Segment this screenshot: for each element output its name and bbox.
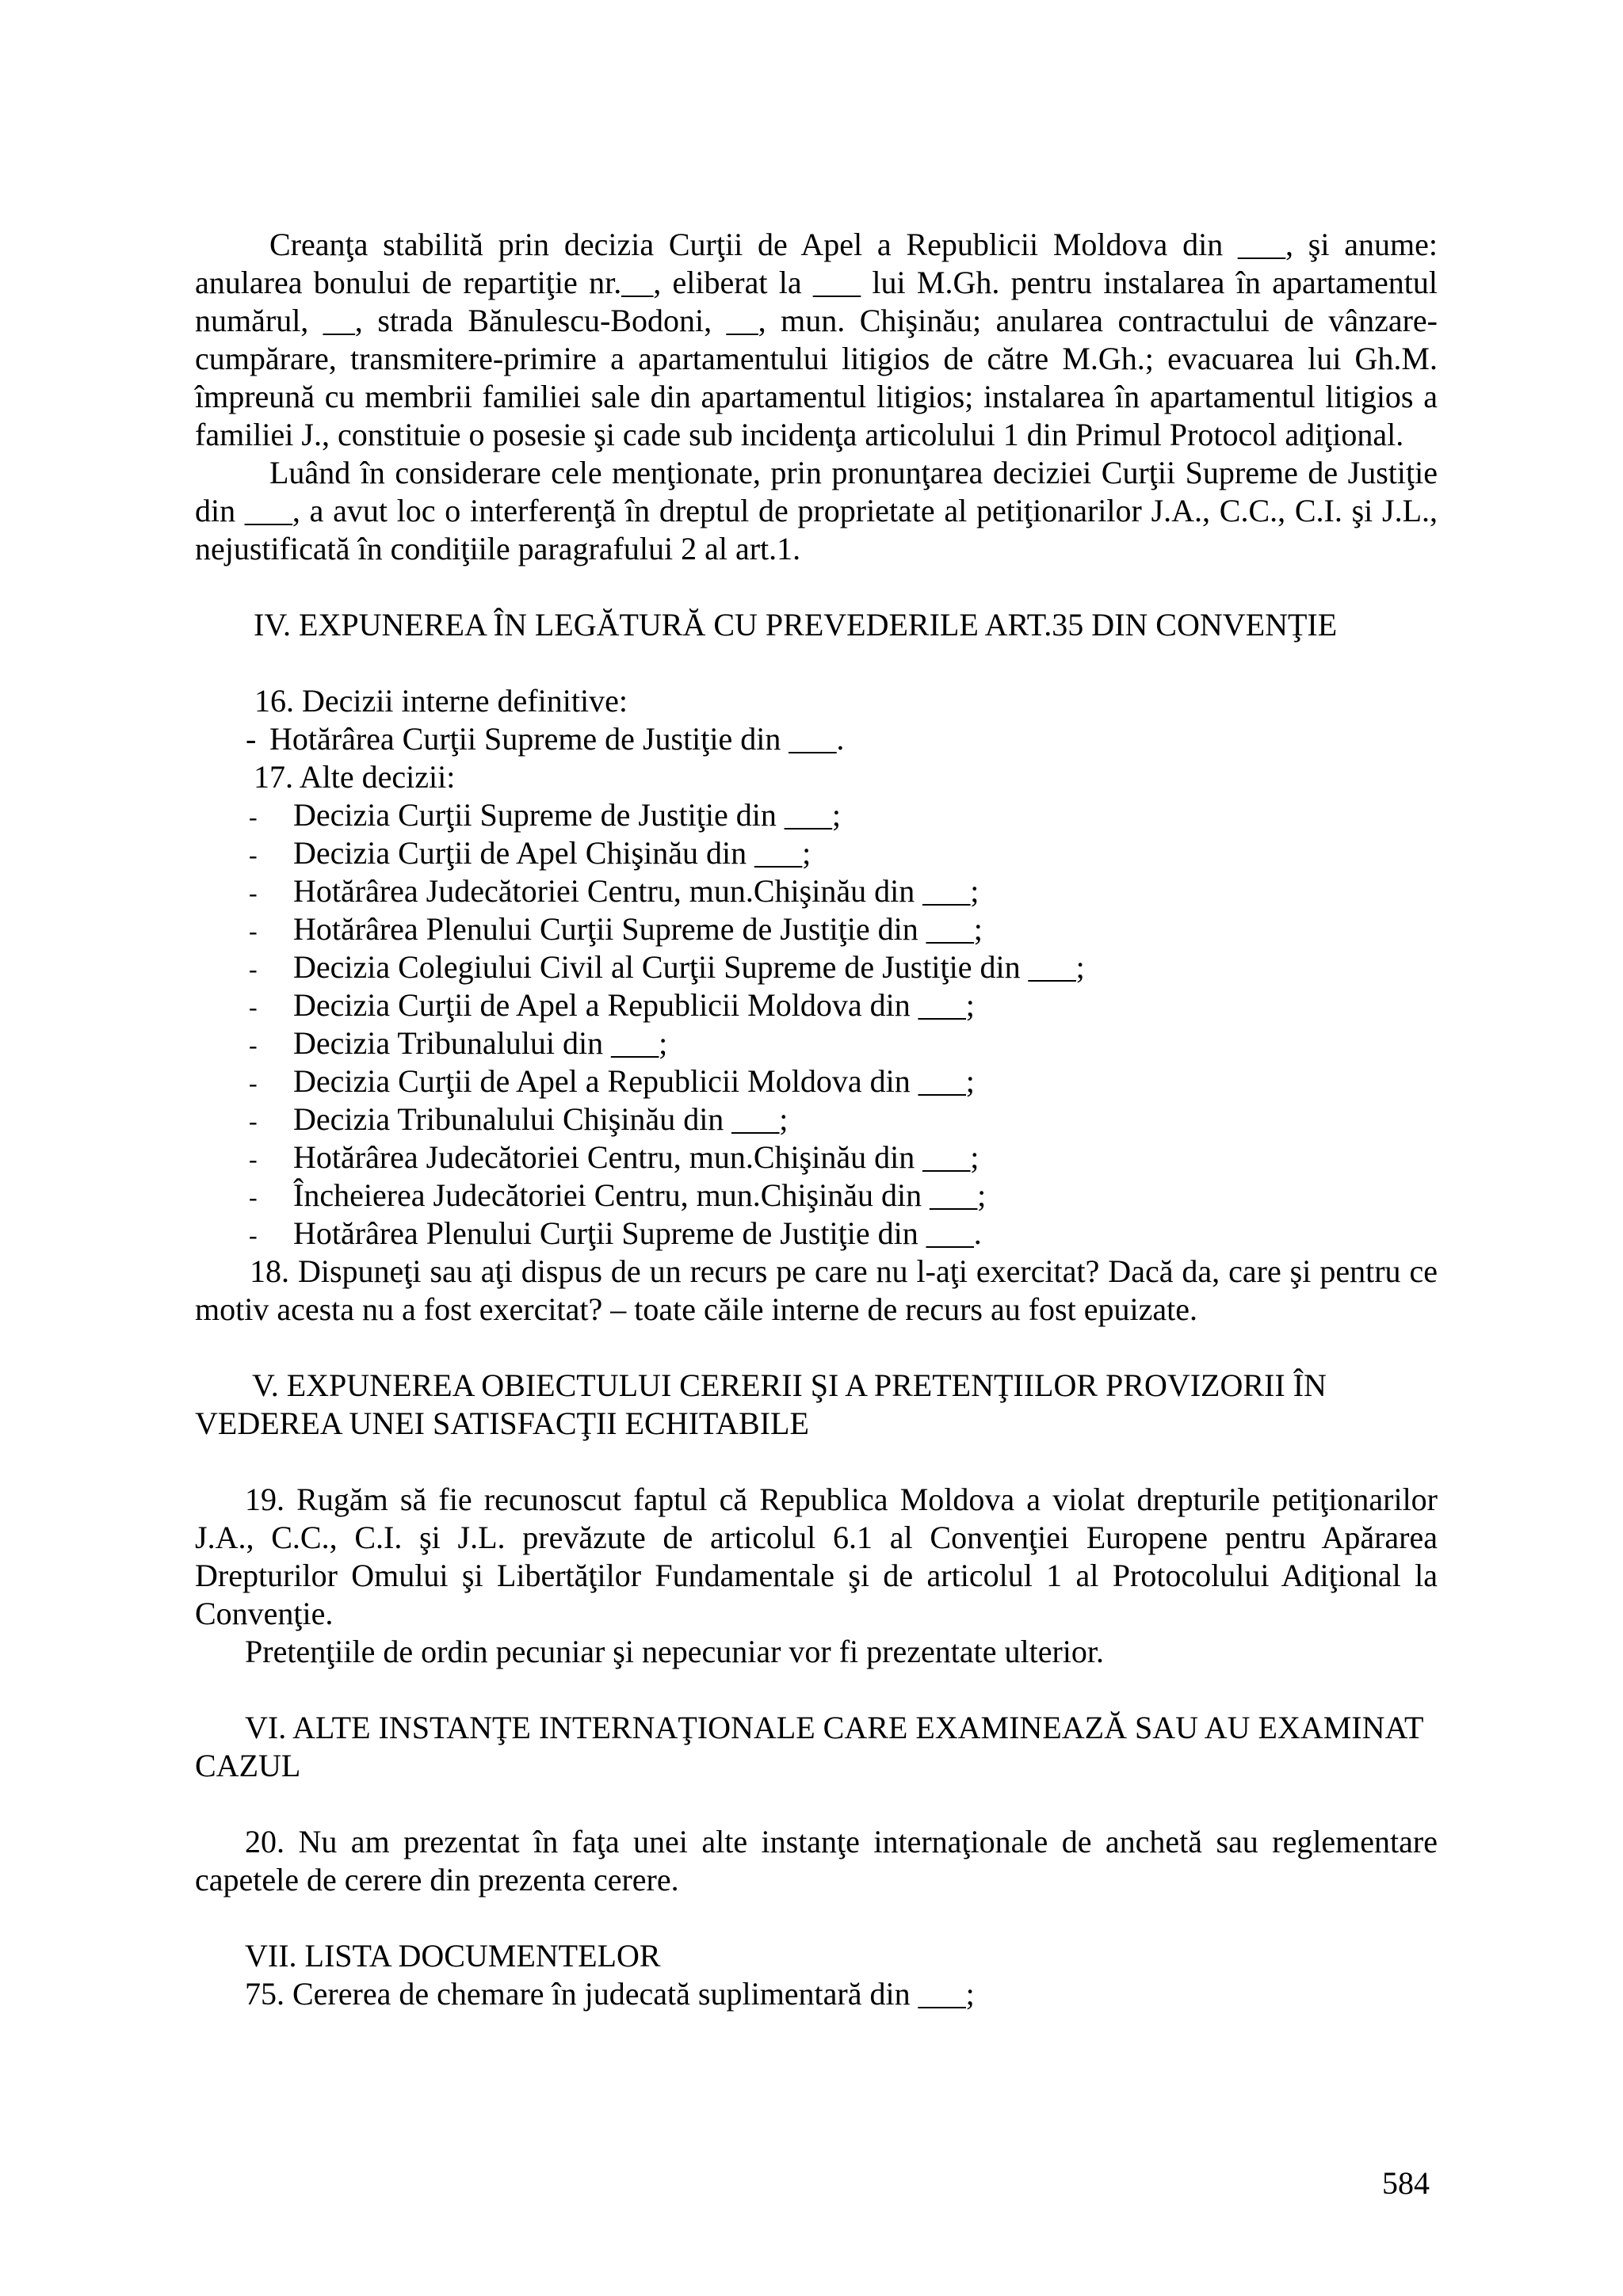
dash-marker: -	[249, 993, 258, 1021]
section-heading-vii: VII. LISTA DOCUMENTELOR	[245, 1938, 661, 1974]
list-item-text: Decizia Tribunalului Chişinău din ___;	[293, 1101, 789, 1137]
list-item	[195, 1177, 1438, 1215]
list-item-text: Hotărârea Judecătoriei Centru, mun.Chişinău din ___;	[293, 1139, 980, 1175]
list-item	[195, 1215, 1438, 1253]
list-item	[195, 1062, 1438, 1100]
list-item-text: Decizia Curţii de Apel a Republicii Moldova din ___;	[293, 1063, 975, 1099]
list-item-text: Decizia Colegiului Civil al Curţii Supreme de Justiţie din ___;	[293, 949, 1085, 985]
list-item	[195, 834, 1438, 872]
pecuniary-claims: Pretenţiile de ordin pecuniar şi nepecuniar vor fi prezentate ulterior.	[245, 1634, 1105, 1669]
item-75: 75. Cererea de chemare în judecată suplimentară din ___;	[245, 1976, 975, 2012]
section-heading-v: V. EXPUNEREA OBIECTULUI CERERII ŞI A PRETENŢIILOR PROVIZORII ÎN VEDEREA UNEI SATISFACŢII ECHITABILE	[195, 1367, 1327, 1441]
list-item-text: Decizia Curţii Supreme de Justiţie din ___;	[293, 797, 841, 833]
list-item	[195, 948, 1438, 986]
dash-marker: -	[249, 1145, 258, 1173]
dash-marker: -	[249, 1107, 258, 1135]
dash-marker: -	[249, 1069, 258, 1097]
list-item	[195, 1100, 1438, 1138]
dash-marker: -	[246, 721, 257, 757]
dash-marker: -	[249, 1031, 258, 1059]
item-16-subitem-text: Hotărârea Curţii Supreme de Justiţie din ___.	[269, 721, 845, 757]
item-20: 20. Nu am prezentat în faţa unei alte instanţe internaţionale de anchetă sau reglementare capetele de cerere din prezenta cerere.	[195, 1824, 1438, 1897]
list-item-text: Încheierea Judecătoriei Centru, mun.Chişinău din ___;	[293, 1177, 987, 1213]
paragraph-interference: Luând în considerare cele menţionate, prin pronunţarea deciziei Curţii Supreme de Justiţie din ___, a avut loc o interferenţă în dreptul de proprietate al petiţionarilor J.A., C.C., C.I. şi J.L., nejustificată în condiţiile paragrafului 2 al art.1.	[195, 455, 1438, 566]
paragraph-claim-possession: Creanţa stabilită prin decizia Curţii de Apel a Republicii Moldova din ___, şi anume: anularea bonului de repartiţie nr.__, eliberat la ___ lui M.Gh. pentru instalarea în apartamentul numărul, __, strada Bănulescu-Bodoni, __, mun. Chişinău; anularea contractului de vânzare-cumpărare, transmitere-primire a apartamentului litigios de către M.Gh.; evacuarea lui Gh.M. împreună cu membrii familiei sale din apartamentul litigios; instalarea în apartamentul litigios a familiei J., constituie o posesie şi cade sub incidenţa articolului 1 din Primul Protocol adiţional.	[195, 227, 1438, 452]
list-item	[195, 796, 1438, 834]
dash-marker: -	[249, 1183, 258, 1211]
dash-marker: -	[249, 917, 258, 945]
list-item-text: Decizia Curţii de Apel Chişinău din ___;	[293, 835, 812, 871]
dash-marker: -	[249, 841, 258, 869]
item-19: 19. Rugăm să fie recunoscut faptul că Republica Moldova a violat drepturile petiţionarilor J.A., C.C., C.I. şi J.L. prevăzute de articolul 6.1 al Convenţiei Europene pentru Apărarea Drepturilor Omului şi Libertăţilor Fundamentale şi de articolul 1 al Protocolului Adiţional la Convenţie.	[195, 1482, 1438, 1631]
dash-marker: -	[249, 1221, 258, 1249]
list-item	[195, 1024, 1438, 1062]
page-number: 584	[1382, 2165, 1430, 2201]
list-item-text: Decizia Curţii de Apel a Republicii Moldova din ___;	[293, 987, 975, 1023]
list-item	[195, 1138, 1438, 1177]
list-item-text: Hotărârea Plenului Curţii Supreme de Justiţie din ___;	[293, 911, 983, 947]
section-heading-vi: VI. ALTE INSTANŢE INTERNAŢIONALE CARE EXAMINEAZĂ SAU AU EXAMINAT CAZUL	[195, 1710, 1423, 1783]
list-item-text: Hotărârea Judecătoriei Centru, mun.Chişinău din ___;	[293, 873, 980, 909]
item-16-subitem	[195, 720, 1438, 758]
dash-marker: -	[249, 955, 258, 983]
list-item	[195, 872, 1438, 910]
dash-marker: -	[249, 803, 258, 831]
dash-marker: -	[249, 879, 258, 907]
list-item	[195, 910, 1438, 948]
section-heading-iv: IV. EXPUNEREA ÎN LEGĂTURĂ CU PREVEDERILE ART.35 DIN CONVENŢIE	[254, 607, 1338, 643]
list-item	[195, 986, 1438, 1024]
item-16: 16. Decizii interne definitive:	[254, 683, 628, 719]
item-18: 18. Dispuneţi sau aţi dispus de un recurs pe care nu l-aţi exercitat? Dacă da, care şi pentru ce motiv acesta nu a fost exercitat? – toate căile interne de recurs au fost epuizate.	[195, 1253, 1438, 1327]
other-decisions-list	[195, 796, 1438, 1253]
item-17: 17. Alte decizii:	[254, 759, 456, 795]
list-item-text: Decizia Tribunalului din ___;	[293, 1025, 668, 1061]
document-page	[195, 226, 1438, 2013]
list-item-text: Hotărârea Plenului Curţii Supreme de Justiţie din ___.	[293, 1215, 982, 1251]
